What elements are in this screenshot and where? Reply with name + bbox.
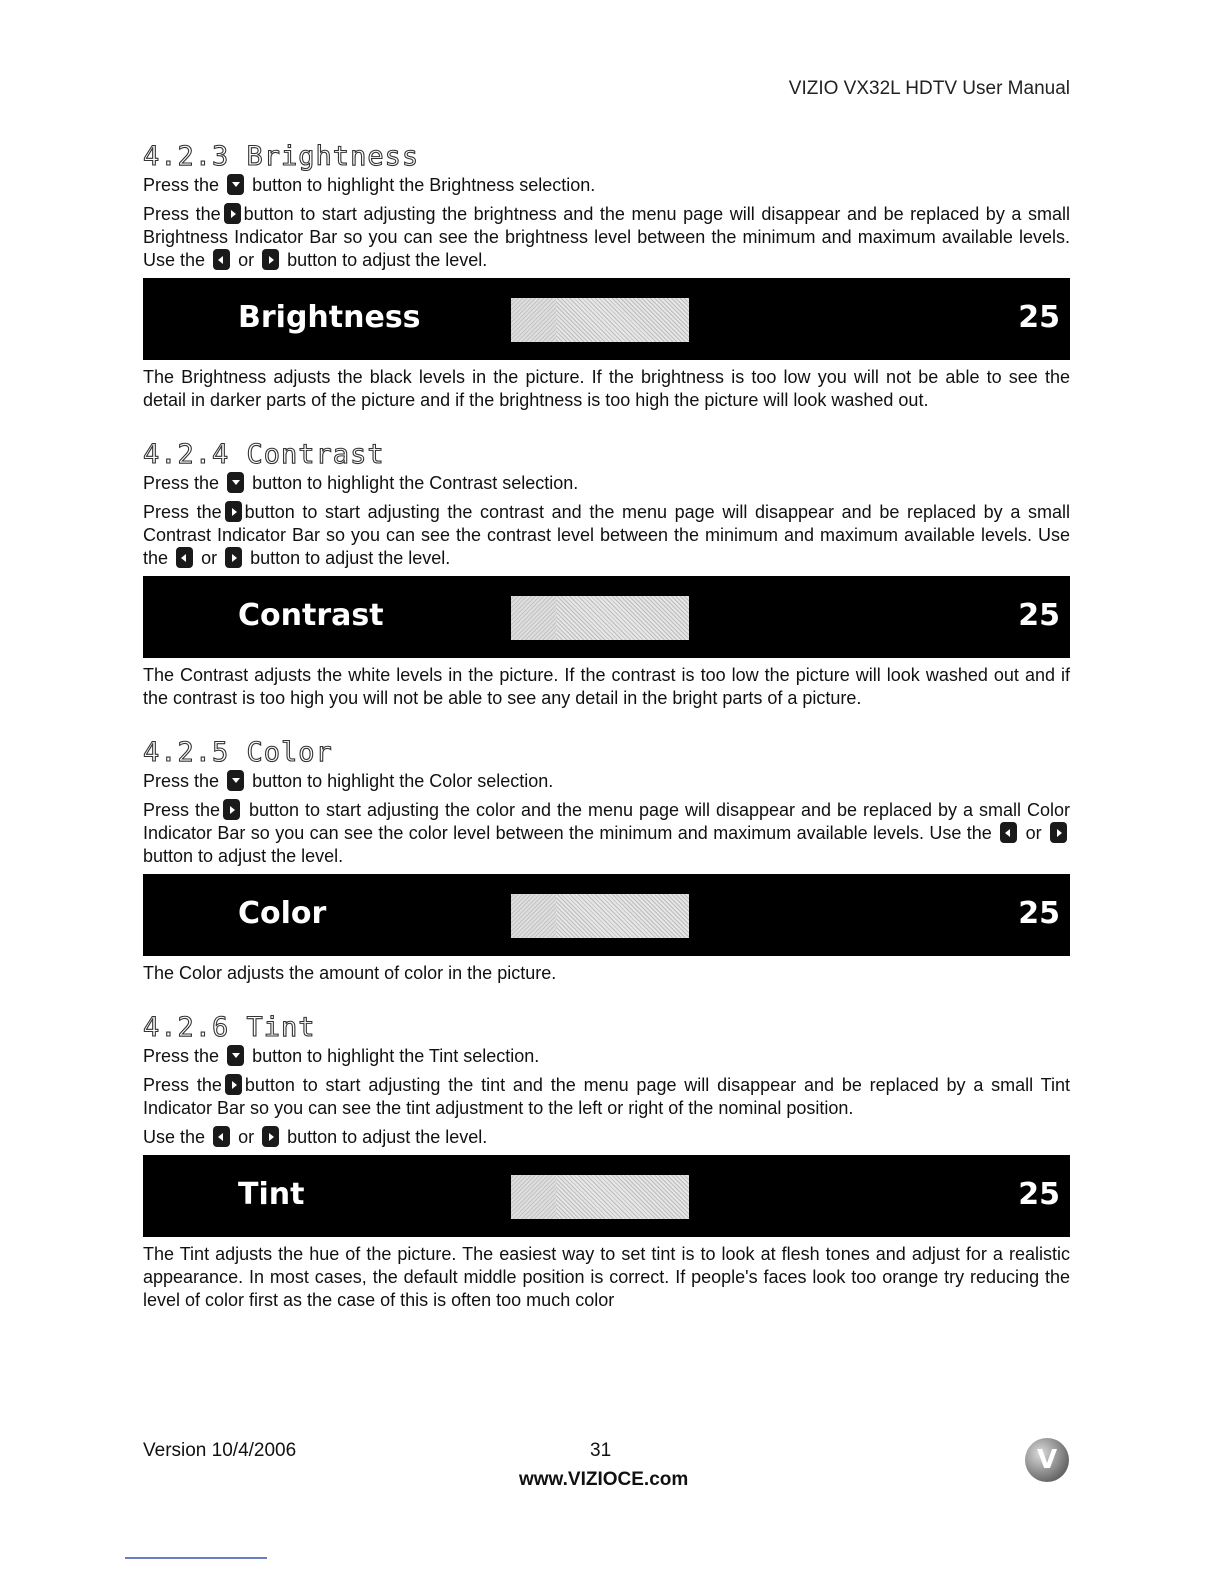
down-arrow-button-icon [227,770,244,791]
osd-label: Contrast [238,598,384,633]
paragraph: The Tint adjusts the hue of the picture. The easiest way to set tint is to look at flesh tones and adjust for a realistic appearance. In most cases, the default middle position is correct. If people's faces look too orange try reducing the level of color first as the case of this is often too much color [143,1244,1070,1310]
paragraph: Press the button to start adjusting the brightness and the menu page will disappear and be replaced by a small Brightness Indicator Bar so you can see the brightness level between the minimum and maximum available levels. Use the or button to adjust the level. [143,204,1070,270]
left-arrow-button-icon [213,249,230,270]
color-indicator-bar [143,874,1070,956]
right-arrow-button-icon [1050,822,1067,843]
osd-value: 25 [1018,300,1060,335]
paragraph: Press the button to highlight the Brightness selection. [143,175,596,195]
right-arrow-button-icon [262,1126,279,1147]
down-arrow-button-icon [227,1045,244,1066]
paragraph: Press the button to highlight the Contrast selection. [143,473,579,493]
contrast-indicator-bar [143,576,1070,658]
osd-level-fill [511,1175,556,1219]
down-arrow-button-icon [227,472,244,493]
footnote-divider [125,1557,267,1559]
left-arrow-button-icon [1000,822,1017,843]
section-contrast [143,438,1070,710]
tint-indicator-bar [143,1155,1070,1237]
osd-value: 25 [1018,598,1060,633]
right-arrow-button-icon [223,799,240,820]
paragraph: Press the button to highlight the Color selection. [143,771,554,791]
paragraph: The Color adjusts the amount of color in the picture. [143,963,557,983]
osd-level-bar [511,1175,689,1219]
right-arrow-button-icon [262,249,279,270]
page-content [143,140,1070,1312]
osd-level-fill [511,894,556,938]
manual-title: VIZIO VX32L HDTV User Manual [788,78,1070,99]
osd-label: Tint [238,1177,305,1212]
osd-level-bar [511,298,689,342]
paragraph: Press the button to start adjusting the tint and the menu page will disappear and be replaced by a small Tint Indicator Bar so you can see the tint adjustment to the left or right of the nominal position. [143,1075,1070,1118]
osd-label: Color [238,896,327,931]
footer-url[interactable]: www.VIZIOCE.com [519,1469,689,1490]
osd-label: Brightness [238,300,421,335]
section-color [143,736,1070,985]
left-arrow-button-icon [213,1126,230,1147]
brightness-indicator-bar [143,278,1070,360]
paragraph: Press the button to start adjusting the color and the menu page will disappear and be replaced by a small Color Indicator Bar so you can see the color level between the minimum and maximum available levels. Use the or button to adjust the level. [143,800,1070,866]
paragraph: Press the button to start adjusting the contrast and the menu page will disappear and be replaced by a small Contrast Indicator Bar so you can see the contrast level between the minimum and maximum available levels. Use the or button to adjust the level. [143,502,1070,568]
osd-level-bar [511,894,689,938]
right-arrow-button-icon [224,203,241,224]
right-arrow-button-icon [225,501,242,522]
right-arrow-button-icon [225,1074,242,1095]
down-arrow-button-icon [227,174,244,195]
osd-value: 25 [1018,896,1060,931]
footer-version: Version 10/4/2006 [143,1440,297,1461]
page-number: 31 [590,1440,612,1461]
osd-value: 25 [1018,1177,1060,1212]
section-heading: 4.2.5 Color [143,737,333,768]
section-heading: 4.2.4 Contrast [143,439,385,470]
paragraph: The Brightness adjusts the black levels in the picture. If the brightness is too low you will not be able to see the detail in darker parts of the picture and if the brightness is too high the picture will look washed out. [143,367,1070,410]
right-arrow-button-icon [225,547,242,568]
paragraph: Press the button to highlight the Tint selection. [143,1046,540,1066]
section-heading: 4.2.3 Brightness [143,141,420,172]
section-heading: 4.2.6 Tint [143,1012,316,1043]
osd-level-bar [511,596,689,640]
paragraph: Use the or button to adjust the level. [143,1127,488,1147]
osd-level-fill [511,298,556,342]
osd-level-fill [511,596,556,640]
section-brightness [143,140,1070,412]
section-tint [143,1011,1070,1312]
vizio-logo-icon: V [1025,1438,1069,1482]
paragraph: The Contrast adjusts the white levels in the picture. If the contrast is too low the picture will look washed out and if the contrast is too high you will not be able to see any detail in the bright parts of a picture. [143,665,1070,708]
left-arrow-button-icon [176,547,193,568]
